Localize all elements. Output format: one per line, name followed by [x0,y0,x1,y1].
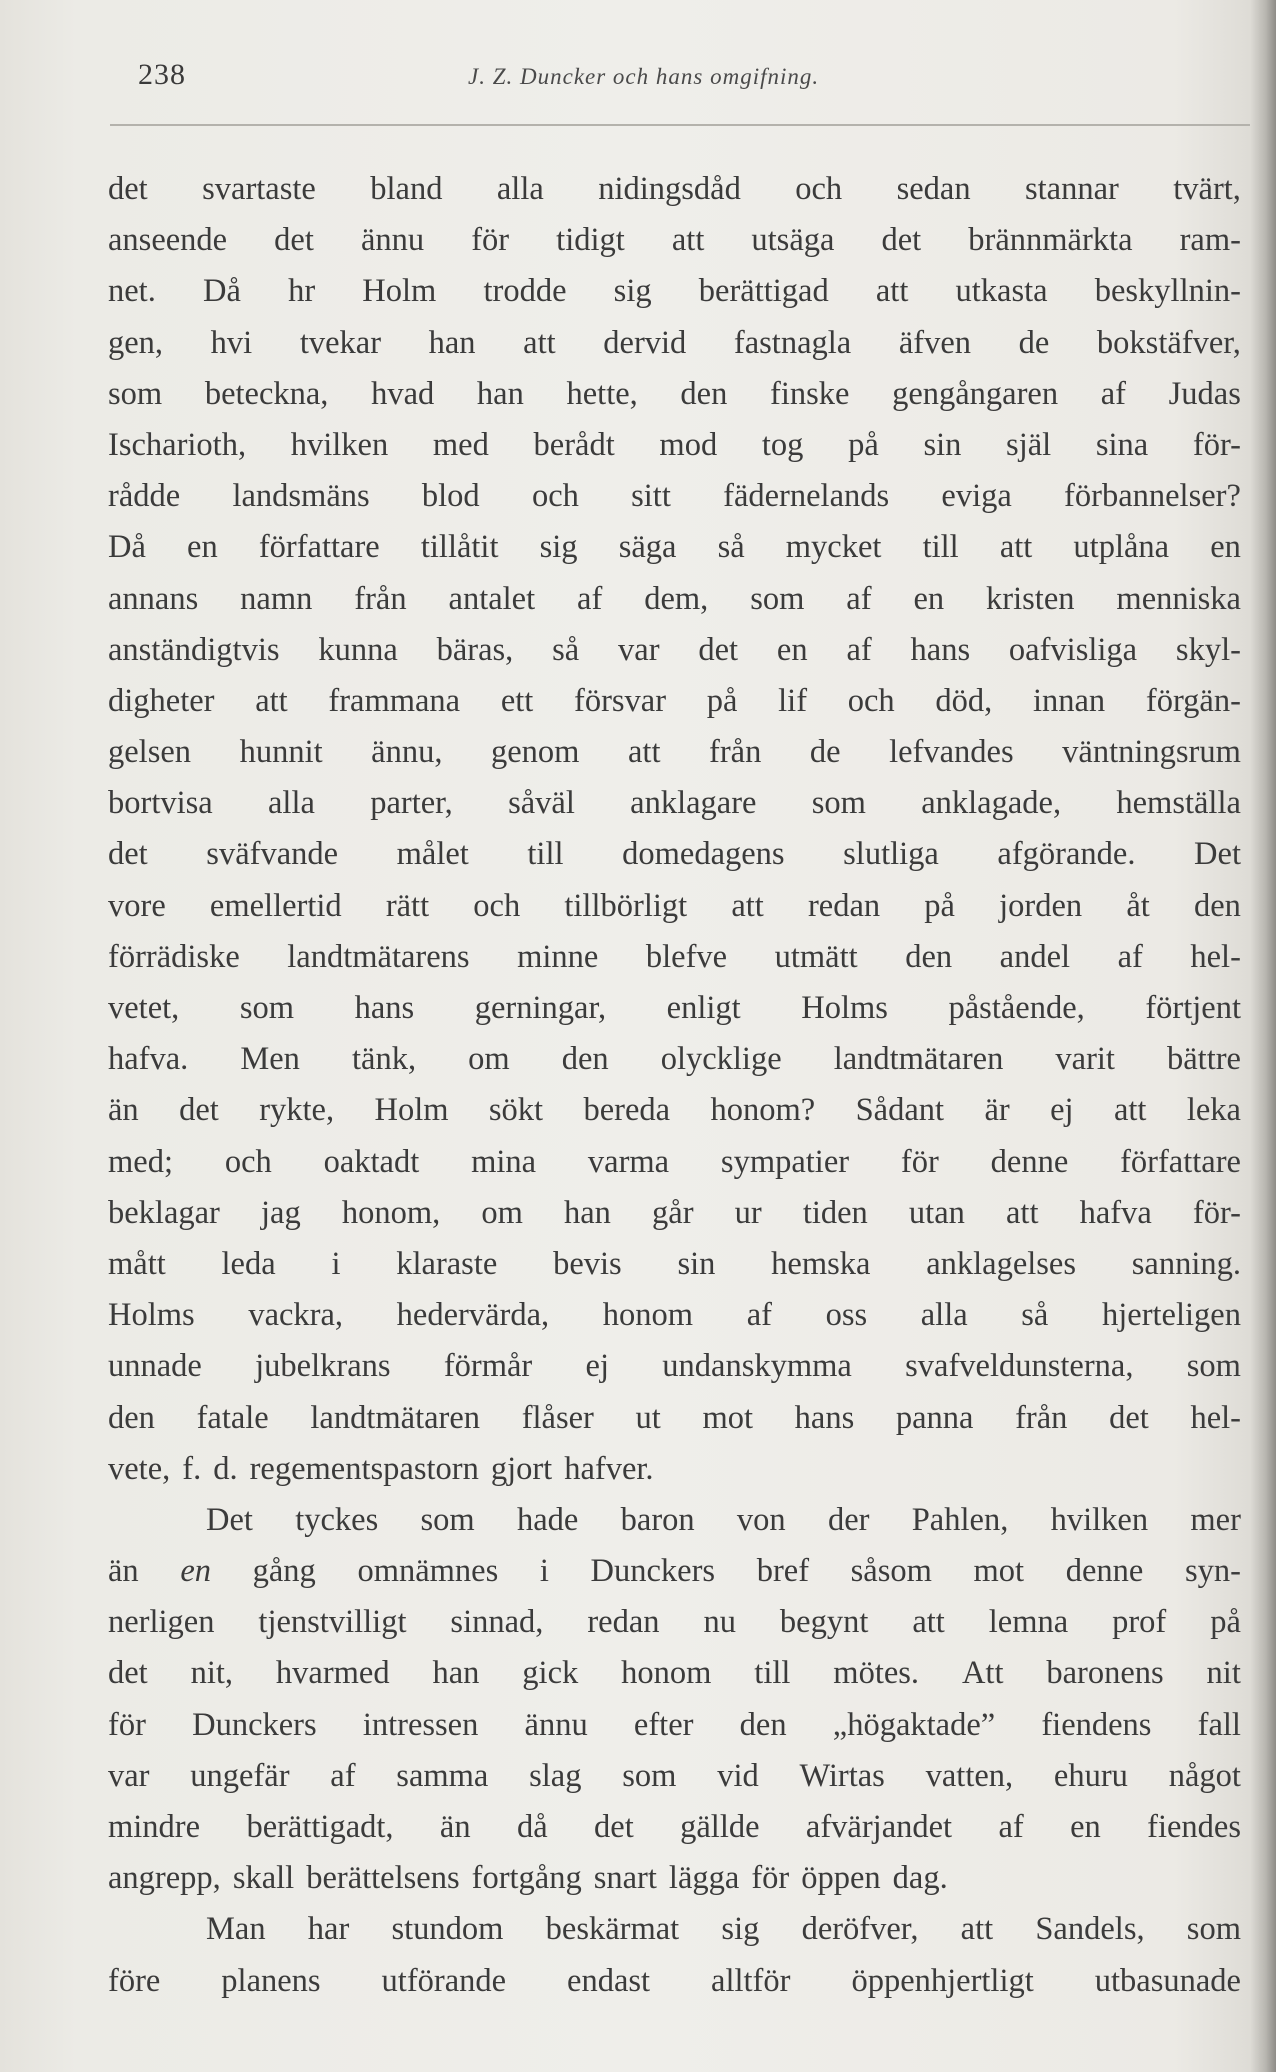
body-text [108,164,1241,2007]
running-head: J. Z. Duncker och hans omgifning. [468,64,820,89]
text-line: angrepp, skall berättelsens fortgång snart lägga för öppen dag. [108,1860,948,1897]
text-line: Ischarioth, hvilken med berådt mod tog på sin själ sina för- [108,426,1241,463]
page-edge-shadow [1250,0,1276,2072]
text-line: det nit, hvarmed han gick honom till mötes. Att baronens nit [108,1655,1241,1692]
text-line: gelsen hunnit ännu, genom att från de lefvandes väntningsrum [108,734,1241,771]
text-line: gen, hvi tvekar han att dervid fastnagla äfven de bokstäfver, [108,324,1241,361]
text-line: hafva. Men tänk, om den olycklige landtmätaren varit bättre [108,1041,1241,1078]
text-line: som beteckna, hvad han hette, den finske gengångaren af Judas [108,375,1241,412]
text-line: vetet, som hans gerningar, enligt Holms påstående, förtjent [108,990,1241,1026]
text-line: Holms vackra, hedervärda, honom af oss alla så hjerteligen [108,1297,1241,1334]
text-line: mindre berättigadt, än då det gällde afvärjandet af en fiendes [108,1809,1241,1845]
text-line: vore emellertid rätt och tillbörligt att redan på jorden åt den [108,887,1241,924]
text-line: var ungefär af samma slag som vid Wirtas vatten, ehuru något [108,1757,1241,1794]
text-line: rådde landsmäns blod och sitt fädernelands eviga förbannelser? [108,478,1241,515]
text-line: digheter att frammana ett försvar på lif och död, innan förgän- [108,682,1241,719]
text-line: vete, f. d. regementspastorn gjort hafver. [108,1450,654,1487]
text-line: beklagar jag honom, om han går ur tiden utan att hafva för- [108,1194,1241,1231]
text-line: med; och oaktadt mina varma sympatier för denne författare [108,1143,1241,1180]
text-line: bortvisa alla parter, såväl anklagare som anklagade, hemställa [108,785,1241,822]
text-line: mått leda i klaraste bevis sin hemska anklagelses sanning. [108,1245,1241,1282]
text-line: för Dunckers intressen ännu efter den „högaktade” fiendens fall [108,1706,1241,1743]
text-line: unnade jubelkrans förmår ej undanskymma svafveldunsterna, som [108,1348,1241,1385]
text-line: än en gång omnämnes i Dunckers bref såsom mot denne syn- [108,1553,1241,1590]
text-line: Det tyckes som hade baron von der Pahlen, hvilken mer [206,1501,1241,1538]
text-line: den fatale landtmätaren flåser ut mot hans panna från det hel- [108,1399,1241,1436]
text-line: förrädiske landtmätarens minne blefve utmätt den andel af hel- [108,938,1241,975]
text-line: det sväfvande målet till domedagens slutliga afgörande. Det [108,836,1241,873]
page-header [138,58,1238,102]
text-line: annans namn från antalet af dem, som af en kristen menniska [108,580,1241,617]
text-line: Då en författare tillåtit sig säga så mycket till att utplåna en [108,529,1241,566]
text-line: före planens utförande endast alltför öppenhjertligt utbasunade [108,1962,1241,1999]
text-line: nerligen tjenstvilligt sinnad, redan nu begynt att lemna prof på [108,1604,1241,1641]
text-line: Man har stundom beskärmat sig deröfver, att Sandels, som [206,1911,1241,1948]
text-line: net. Då hr Holm trodde sig berättigad att utkasta beskyllnin- [108,273,1241,310]
text-line: anständigtvis kunna bäras, så var det en af hans oafvisliga skyl- [108,631,1241,668]
text-line: än det rykte, Holm sökt bereda honom? Sådant är ej att leka [108,1092,1241,1129]
text-line: anseende det ännu för tidigt att utsäga det brännmärkta ram- [108,222,1241,259]
header-rule [110,124,1250,126]
page-number: 238 [138,58,186,91]
text-line: det svartaste bland alla nidingsdåd och sedan stannar tvärt, [108,171,1241,207]
